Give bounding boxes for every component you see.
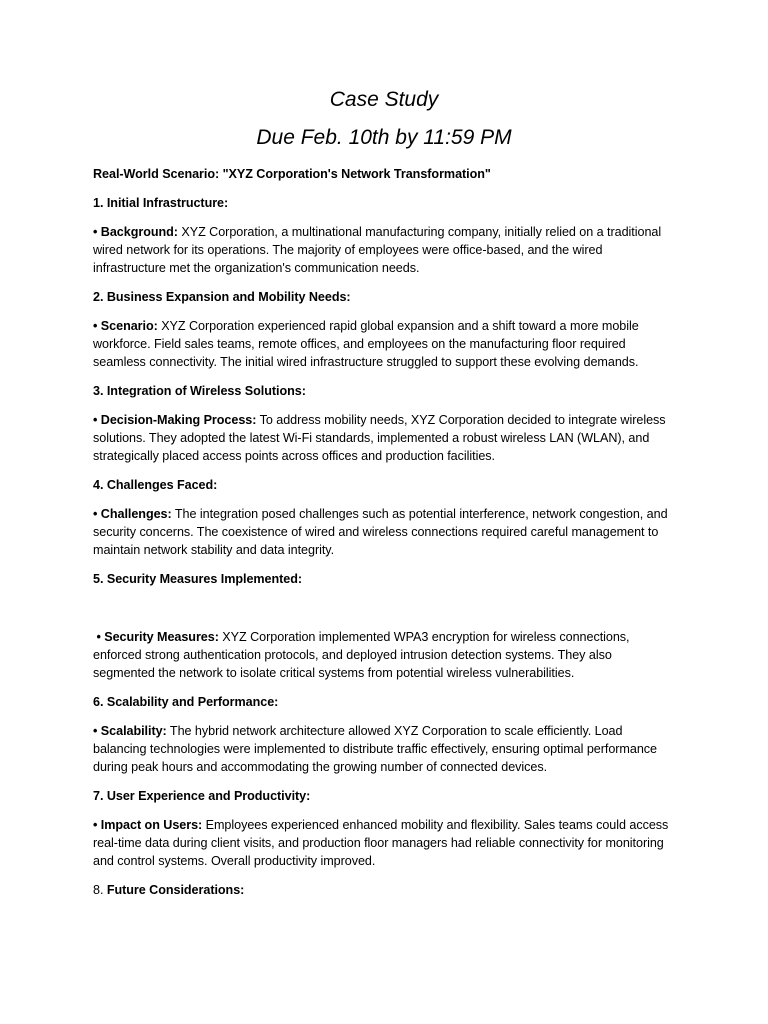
bullet-label: • Scalability: (93, 724, 167, 738)
bullet-text: Employees experienced enhanced mobility and flexibility. Sales teams could access real-time data during client visits, and production floor managers had reliable connectivity for monitoring and control systems. Overall productivity improved. (93, 818, 669, 868)
section-heading-8 (93, 881, 673, 899)
section-paragraph-3 (93, 411, 673, 465)
section-heading-5: 5. Security Measures Implemented: (93, 572, 303, 586)
bullet-label: • Impact on Users: (93, 818, 203, 832)
bullet-text: XYZ Corporation experienced rapid global expansion and a shift toward a more mobile workforce. Field sales teams, remote offices, and employees on the manufacturing floor required seamless connectivity. The initial wired infrastructure struggled to support these evolving demands. (93, 319, 639, 369)
bullet-text: The integration posed challenges such as potential interference, network congestion, and security concerns. The coexistence of wired and wireless connections required careful management to maintain network stability and data integrity. (93, 507, 668, 557)
section-paragraph-4 (93, 505, 673, 559)
due-date: Due Feb. 10th by 11:59 PM (256, 126, 512, 149)
bullet-label: • Decision-Making Process: (93, 413, 257, 427)
bullet-text: XYZ Corporation implemented WPA3 encryption for wireless connections, enforced strong authentication protocols, and deployed intrusion detection systems. They also segmented the network to isolate critical systems from potential wireless vulnerabilities. (93, 630, 630, 680)
blank-space (93, 599, 673, 628)
section-heading-3: 3. Integration of Wireless Solutions: (93, 384, 306, 398)
bullet-label: • Security Measures: (93, 630, 219, 644)
bullet-label: • Challenges: (93, 507, 172, 521)
bullet-text: XYZ Corporation, a multinational manufacturing company, initially relied on a traditional wired network for its operations. The majority of employees were office-based, and the wired infrastructure met the organization's communication needs. (93, 225, 662, 275)
bullet-label: • Background: (93, 225, 178, 239)
section-paragraph-2 (93, 317, 673, 371)
bullet-label: • Scenario: (93, 319, 158, 333)
document-body (93, 165, 673, 910)
bullet-text: The hybrid network architecture allowed XYZ Corporation to scale efficiently. Load balancing technologies were implemented to distribute traffic effectively, ensuring optimal performance during peak hours and accommodating the growing number of connected devices. (93, 724, 657, 774)
section-heading-1: 1. Initial Infrastructure: (93, 196, 229, 210)
document-title: Case Study (329, 88, 439, 111)
section-paragraph-5 (93, 628, 673, 682)
scenario-heading: Real-World Scenario: "XYZ Corporation's Network Transformation" (93, 167, 491, 181)
section-heading-4: 4. Challenges Faced: (93, 478, 218, 492)
heading-text: Future Considerations: (103, 883, 245, 897)
section-paragraph-7 (93, 816, 673, 870)
section-paragraph-6 (93, 722, 673, 776)
section-heading-6: 6. Scalability and Performance: (93, 695, 279, 709)
section-paragraph-1 (93, 223, 673, 277)
heading-number: 8. (93, 883, 104, 897)
bullet-text: To address mobility needs, XYZ Corporation decided to integrate wireless solutions. They adopted the latest Wi-Fi standards, implemented a robust wireless LAN (WLAN), and strategically placed access points across offices and production facilities. (93, 413, 666, 463)
section-heading-2: 2. Business Expansion and Mobility Needs: (93, 290, 351, 304)
section-heading-7: 7. User Experience and Productivity: (93, 789, 311, 803)
